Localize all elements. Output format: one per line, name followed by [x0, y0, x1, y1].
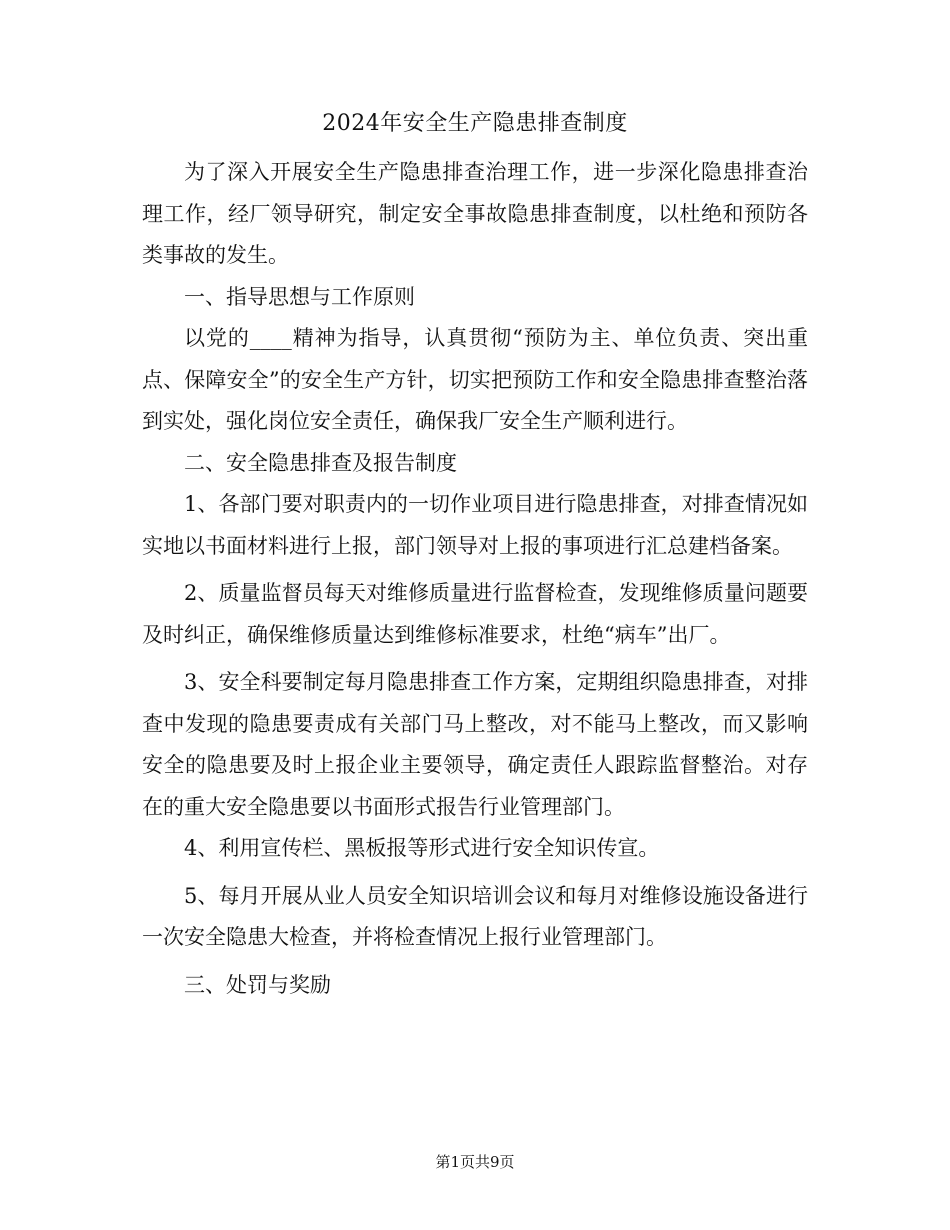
section-heading-1: 一、指导思想与工作原则 — [184, 284, 415, 309]
document-body — [142, 152, 808, 1006]
clause-1-paragraph: 1、各部门要对职责内的一切作业项目进行隐患排查，对排查情况如实地以书面材料进行上报，部门领导对上报的事项进行汇总建档备案。 — [142, 492, 808, 558]
clause-3-paragraph: 3、安全科要制定每月隐患排查工作方案，定期组织隐患排查，对排查中发现的隐患要责成有关部门马上整改，对不能马上整改，而又影响安全的隐患要及时上报企业主要领导，确定责任人跟踪监督整治。对存在的重大安全隐患要以书面形式报告行业管理部门。 — [142, 670, 808, 819]
clause-4-paragraph: 4、利用宣传栏、黑板报等形式进行安全知识传宣。 — [184, 836, 660, 860]
clause-2-paragraph: 2、质量监督员每天对维修质量进行监督检查，发现维修质量问题要及时纠正，确保维修质量达到维修标准要求，杜绝“病车”出厂。 — [142, 581, 808, 647]
section-heading-2: 二、安全隐患排查及报告制度 — [184, 450, 457, 475]
page-indicator: 第1页共9页 — [435, 1153, 515, 1171]
section-1-paragraph: 以党的____精神为指导，认真贯彻“预防为主、单位负责、突出重点、保障安全”的安全生产方针，切实把预防工作和安全隐患排查整治落到实处，强化岗位安全责任，确保我厂安全生产顺利进行。 — [142, 326, 808, 433]
section-heading-3: 三、处罚与奖励 — [184, 972, 331, 997]
clause-5-paragraph: 5、每月开展从业人员安全知识培训会议和每月对维修设施设备进行一次安全隐患大检查，并将检查情况上报行业管理部门。 — [142, 883, 808, 949]
document-title: 2024年安全生产隐患排查制度 — [322, 111, 628, 136]
intro-paragraph: 为了深入开展安全生产隐患排查治理工作，进一步深化隐患排查治理工作，经厂领导研究，制定安全事故隐患排查制度，以杜绝和预防各类事故的发生。 — [142, 160, 808, 267]
